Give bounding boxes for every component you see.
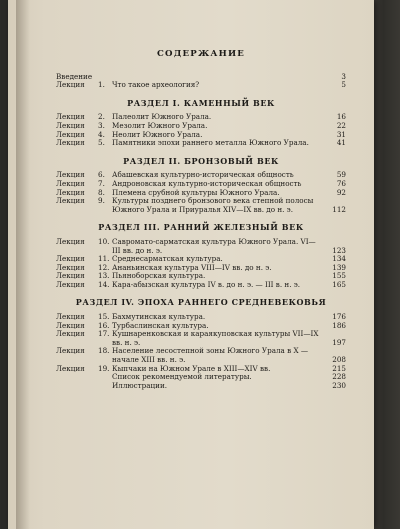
section-heading: РАЗДЕЛ II. БРОНЗОВЫЙ ВЕК (123, 155, 279, 166)
entry-page-number: 134 (332, 254, 346, 264)
entry-lead: Лекция (56, 363, 85, 373)
entry-title: Кыпчаки на Южном Урале в XIII—XIV вв. (112, 363, 271, 373)
entry-lead: Введение (56, 71, 93, 81)
entry-lead: Лекция (56, 196, 85, 206)
entry-title: Абашевская культурно-историческая общность (112, 170, 294, 180)
entry-title: Андроновская культурно-историческая общность (112, 178, 302, 188)
entry-number: 12. (98, 262, 110, 272)
toc-entry (56, 197, 346, 214)
toc-entry (56, 382, 346, 391)
entry-page-number: 76 (336, 178, 346, 188)
entry-number: 1. (98, 80, 105, 90)
entry-lead: Лекция (56, 262, 85, 272)
entry-title: Что такое археология? (112, 80, 200, 90)
entry-title: Иллюстрации. (112, 380, 168, 390)
entry-lead: Лекция (56, 138, 85, 148)
entry-lead: Лекция (56, 112, 85, 122)
entry-lead: Лекция (56, 254, 85, 264)
entry-number: 18. (98, 346, 110, 356)
entry-lead: Лекция (56, 346, 85, 356)
entry-title: Турбаслинская культура. (112, 320, 209, 330)
entry-number: 11. (98, 254, 110, 264)
entry-title: Неолит Южного Урала. (112, 129, 203, 139)
toc-entry (56, 238, 346, 255)
spine-shadow (16, 0, 30, 529)
entry-title: Кара-абызская культура IV в. до н. э. — III в. н. э. (112, 279, 301, 289)
entry-page-number: 197 (332, 337, 346, 347)
section-heading: РАЗДЕЛ IV. ЭПОХА РАННЕГО СРЕДНЕВЕКОВЬЯ (75, 297, 327, 308)
entry-number: 14. (98, 279, 110, 289)
entry-number: 13. (98, 271, 110, 281)
entry-title: Памятники эпохи раннего металла Южного Урала. (112, 138, 309, 148)
table-of-contents (56, 50, 346, 390)
entry-title: Палеолит Южного Урала. (112, 112, 212, 122)
toc-body (56, 73, 346, 391)
section-heading: РАЗДЕЛ I. КАМЕННЫЙ ВЕК (127, 97, 275, 108)
entry-page-number: 123 (332, 245, 346, 255)
entry-lead: Лекция (56, 320, 85, 330)
entry-page-number: 176 (332, 312, 346, 322)
entry-lead: Лекция (56, 178, 85, 188)
toc-title: СОДЕРЖАНИЕ (156, 49, 246, 59)
entry-page-number: 228 (332, 372, 346, 382)
entry-lead: Лекция (56, 80, 85, 90)
entry-title: Мезолит Южного Урала. (112, 120, 208, 130)
entry-lead: Лекция (56, 236, 85, 246)
entry-number: 6. (98, 170, 105, 180)
entry-title: Население лесостепной зоны Южного Урала в X — начале XIII вв. н. э. (112, 346, 309, 365)
entry-number: 2. (98, 112, 105, 122)
entry-page-number: 215 (332, 363, 346, 373)
entry-lead: Лекция (56, 279, 85, 289)
toc-entry (56, 373, 346, 382)
entry-page-number: 112 (332, 204, 346, 214)
entry-number: 3. (98, 120, 105, 130)
entry-page-number: 208 (332, 355, 346, 365)
entry-page-number: 31 (336, 129, 346, 139)
entry-page-number: 5 (341, 80, 346, 90)
entry-page-number: 59 (336, 170, 346, 180)
entry-title: Савромато-сарматская культура Южного Урала. VI—III вв. до н. э. (112, 236, 316, 255)
entry-number: 19. (98, 363, 110, 373)
entry-number: 4. (98, 129, 105, 139)
toc-entry (56, 330, 346, 347)
entry-number: 10. (98, 236, 110, 246)
entry-page-number: 92 (336, 187, 346, 197)
entry-page-number: 230 (332, 380, 346, 390)
entry-lead: Лекция (56, 187, 85, 197)
entry-title: Ананьинская культура VIII—IV вв. до н. э. (112, 262, 272, 272)
toc-entry (56, 281, 346, 290)
toc-entry (56, 347, 346, 364)
entry-page-number: 155 (332, 271, 346, 281)
entry-title: Бахмутинская культура. (112, 312, 206, 322)
entry-number: 5. (98, 138, 105, 148)
entry-title: Среднесарматская культура. (112, 254, 223, 264)
book-cover-edge (372, 0, 400, 529)
toc-entry (56, 81, 346, 90)
entry-page-number: 41 (336, 138, 346, 148)
entry-number: 8. (98, 187, 105, 197)
entry-title: Кушнаренковская и караякуповская культуры VII—IX вв. н. э. (112, 329, 319, 347)
entry-title: Племена срубной культуры Южного Урала. (112, 187, 280, 197)
entry-page-number: 3 (341, 71, 346, 81)
entry-lead: Лекция (56, 129, 85, 139)
entry-lead: Лекция (56, 170, 85, 180)
entry-lead: Лекция (56, 312, 85, 322)
entry-page-number: 16 (336, 112, 346, 122)
entry-title: Культуры позднего бронзового века степной полосы Южного Урала и Приуралья XIV—IX вв. до н. э. (112, 196, 314, 214)
entry-number: 9. (98, 196, 105, 206)
entry-number: 15. (98, 312, 110, 322)
entry-number: 17. (98, 329, 110, 339)
entry-page-number: 22 (336, 120, 346, 130)
section-heading: РАЗДЕЛ III. РАННИЙ ЖЕЛЕЗНЫЙ ВЕК (98, 222, 304, 233)
entry-lead: Лекция (56, 120, 85, 130)
entry-lead: Лекция (56, 271, 85, 281)
entry-title: Пьяноборская культура. (112, 271, 206, 281)
entry-number: 16. (98, 320, 110, 330)
toc-entry (56, 139, 346, 148)
entry-page-number: 186 (332, 320, 346, 330)
entry-lead: Лекция (56, 329, 85, 339)
entry-title: Список рекомендуемой литературы. (112, 372, 252, 382)
entry-page-number: 165 (332, 279, 346, 289)
entry-number: 7. (98, 178, 105, 188)
entry-page-number: 139 (332, 262, 346, 272)
